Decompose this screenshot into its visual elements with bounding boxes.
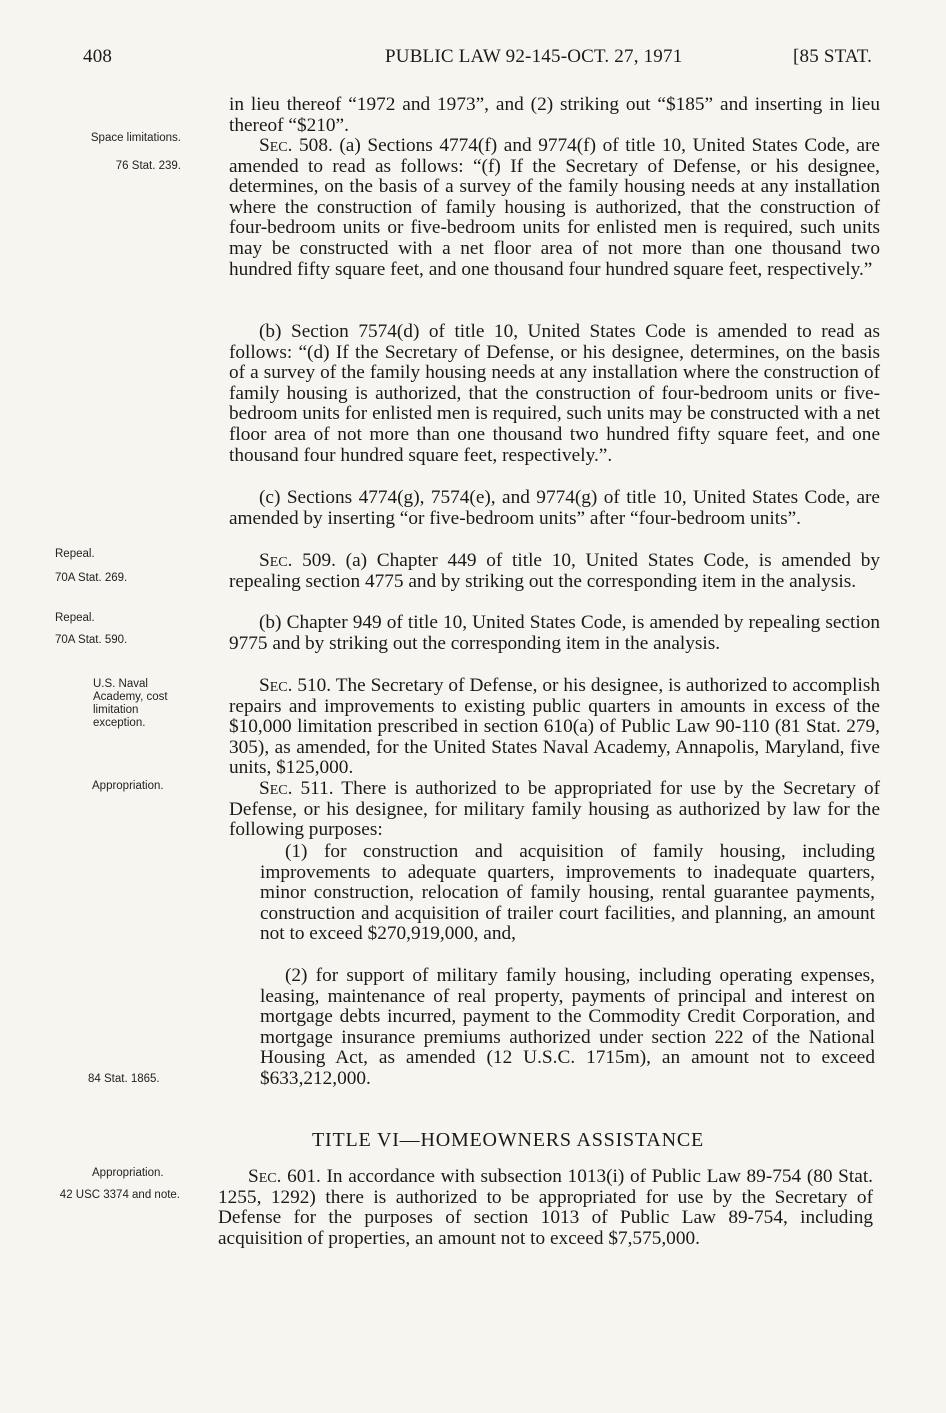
margin-note-stat-84-1865: 84 Stat. 1865. [88, 1073, 160, 1085]
sec-601-text: In accordance with subsection 1013(i) of Public Law 89-754 (80 Stat. 1255, 1292) there is authorized to be appropriated for use by the Secretary of Defense for the purposes of section 1013 of Public Law 89-754, including acquisition of properties, an amount not to exceed $7,575,000. [218, 1166, 873, 1249]
sec-511-paragraph [229, 779, 880, 841]
stat-reference: [85 STAT. [793, 46, 873, 67]
margin-note-repeal-2: Repeal. [55, 612, 95, 624]
sec-511-item-1: (1) for construction and acquisition of family housing, including improvements to adequate quarters, improvements to inadequate quarters, minor construction, relocation of family housing, rental guarantee payments, construction and acquisition of trailer court facilities, and planning, an amount not to exceed $270,919,000, and, [260, 841, 875, 945]
margin-note-stat-70a-590: 70A Stat. 590. [55, 634, 128, 646]
sec-511-text: There is authorized to be appropriated for use by the Secretary of Defense, or his designee, for military family housing as authorized by law for the following purposes: [229, 778, 881, 841]
sec-509-a-text: (a) Chapter 449 of title 10, United States Code, is amended by repealing section 4775 and by striking out the corresponding item in the analysis. [229, 550, 881, 592]
margin-note-usc-3374: 42 USC 3374 and note. [59, 1189, 180, 1201]
section-label: Sec. 509. [259, 550, 336, 571]
sec-508-a-text: (a) Sections 4774(f) and 9774(f) of title 10, United States Code, are amended to read as follows: “(f) If the Secretary of Defense, or his designee, determines, on the basis of a survey of the family housing needs at any installation where the construction of family housing is authorized, that the construction of four-bedroom units or five-bedroom units for enlisted men is required, such units may be constructed with a net floor area of not more than one thousand two hundred fifty square feet, and one thousand four hundred square feet, respectively.” [229, 135, 880, 280]
page-number: 408 [83, 46, 113, 67]
running-title: PUBLIC LAW 92-145-OCT. 27, 1971 [385, 46, 683, 67]
title-vi-heading: TITLE VI—HOMEOWNERS ASSISTANCE [312, 1129, 705, 1151]
sec-601-paragraph [218, 1167, 873, 1249]
section-label: Sec. 511. [259, 778, 334, 799]
sec-508-b-paragraph: (b) Section 7574(d) of title 10, United States Code is amended to read as follows: “(d) If the Secretary of Defense, or his designee, determines, on the basis of a survey of the family housing needs at any installation where the construction of family housing is authorized, that the construction of four-bedroom units or five-bedroom units for enlisted men is required, such units may be constructed with a net floor area of not more than one thousand two hundred fifty square feet, and one thousand four hundred square feet, respectively.”. [229, 321, 880, 466]
sec-508-c-paragraph: (c) Sections 4774(g), 7574(e), and 9774(g) of title 10, United States Code, are amended by inserting “or five-bedroom units” after “four-bedroom units”. [229, 487, 880, 529]
margin-note-stat-70a-269: 70A Stat. 269. [55, 572, 128, 584]
margin-note-stat-76-239: 76 Stat. 239. [115, 160, 181, 172]
margin-note-naval-academy: U.S. Naval Academy, cost limitation exception. [93, 678, 168, 729]
section-label: Sec. 510. [259, 675, 332, 696]
page-header [0, 46, 946, 76]
margin-note-repeal-1: Repeal. [55, 548, 95, 560]
sec-511-item-2: (2) for support of military family housing, including operating expenses, leasing, maintenance of real property, payments of principal and interest on mortgage debts incurred, payment to the Commodity Credit Corporation, and mortgage insurance premiums authorized under section 222 of the National Housing Act, as amended (12 U.S.C. 1715m), an amount not to exceed $633,212,000. [260, 965, 875, 1089]
section-label: Sec. 601. [248, 1166, 321, 1187]
margin-note-space-limitations: Space limitations. [90, 132, 181, 144]
sec-510-text: The Secretary of Defense, or his designee, is authorized to accomplish repairs and improvements to existing public quarters in amounts in excess of the $10,000 limitation prescribed in section 610(a) of Public Law 90-110 (81 Stat. 279, 305), as amended, for the United States Naval Academy, Annapolis, Maryland, five units, $125,000. [229, 675, 880, 779]
margin-note-appropriation-1: Appropriation. [92, 780, 164, 792]
sec-509-a-paragraph [229, 551, 880, 592]
sec-508-a-paragraph [229, 136, 880, 280]
section-label: Sec. 508. [259, 135, 333, 156]
continuation-paragraph: in lieu thereof “1972 and 1973”, and (2) striking out “$185” and inserting in lieu thereof “$210”. [229, 94, 880, 136]
margin-note-appropriation-2: Appropriation. [92, 1167, 164, 1179]
sec-510-paragraph [229, 676, 880, 779]
sec-509-b-paragraph: (b) Chapter 949 of title 10, United States Code, is amended by repealing section 9775 and by striking out the corresponding item in the analysis. [229, 612, 880, 654]
